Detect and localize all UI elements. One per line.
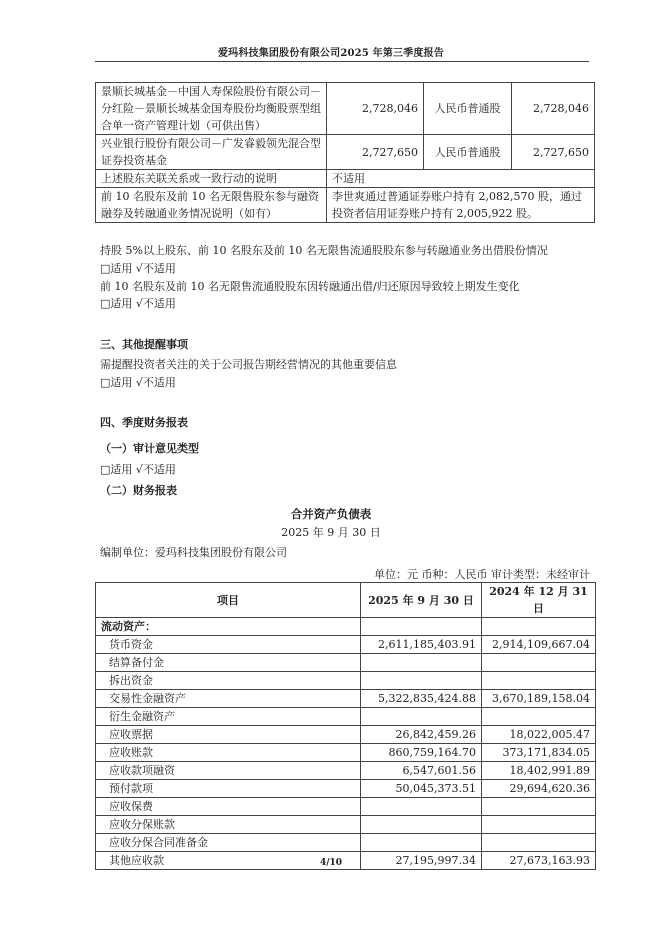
column-header: 项目 [96,583,361,618]
group-label: 流动资产： [96,618,361,636]
statement-date: 2025 年 9 月 30 日 [281,526,381,539]
current-value: 6,547,601.56 [361,762,482,780]
line-item-label: 衍生金融资产 [96,708,361,726]
financial-statements-heading: （二）财务报表 [100,484,177,497]
section3-text: 需提醒投资者关注的关于公司报告期经营情况的其他重要信息 [100,358,397,371]
current-value [361,834,482,852]
table-row [96,816,596,834]
table-row [96,135,595,170]
line-item-label: 其他应收款 [96,852,361,870]
margin-label: 前 10 名股东及前 10 名无限售股东参与融资融券及转融通业务情况说明（如有） [96,188,327,223]
line-item-label: 拆出资金 [96,672,361,690]
table-row [96,708,596,726]
line-item-label: 应收票据 [96,726,361,744]
section3-heading: 三、其他提醒事项 [100,338,188,351]
balance-sheet-table [95,582,596,870]
holder-share-type: 人民币普通股 [424,135,512,170]
table-row [96,170,595,188]
prior-value: 27,673,163.93 [482,852,596,870]
prior-value [482,672,596,690]
shareholder-table [95,82,595,223]
statement-company: 编制单位：爱玛科技集团股份有限公司 [100,546,287,559]
prior-value [482,834,596,852]
column-header: 2024 年 12 月 31 日 [482,583,596,618]
prior-value [482,654,596,672]
table-row [96,636,596,654]
table-row [96,672,596,690]
prior-value: 29,694,620.36 [482,780,596,798]
current-value: 5,322,835,424.88 [361,690,482,708]
section3-checkbox: □适用 √不适用 [100,376,176,389]
current-value: 27,195,997.34 [361,852,482,870]
table-row [96,780,596,798]
current-value: 2,611,185,403.91 [361,636,482,654]
table-row [96,83,595,135]
change-title: 前 10 名股东及前 10 名无限售流通股股东因转融通出借/归还原因导致较上期发生变化 [100,280,520,293]
table-row [96,690,596,708]
table-header-row [96,583,596,618]
table-row [96,188,595,223]
line-item-label: 应收分保账款 [96,816,361,834]
line-item-label: 应收账款 [96,744,361,762]
table-row [96,744,596,762]
current-value [361,798,482,816]
prior-value [482,816,596,834]
header-divider [95,61,589,62]
current-value: 50,045,373.51 [361,780,482,798]
table-row [96,834,596,852]
report-header: 爱玛科技集团股份有限公司2025 年第三季度报告 [217,48,445,59]
holder-name: 景顺长城基金－中国人寿保险股份有限公司－分红险－景顺长城基金国寿股份均衡股票型组合单一资产管理计划（可供出售） [96,83,327,135]
current-value [361,654,482,672]
holder-shares: 2,728,046 [327,83,424,135]
column-header: 2025 年 9 月 30 日 [361,583,482,618]
page-number: 4/10 [319,858,343,868]
current-value [361,708,482,726]
table-row [96,798,596,816]
prior-value: 373,171,834.05 [482,744,596,762]
prior-value: 3,670,189,158.04 [482,690,596,708]
current-value: 26,842,459.26 [361,726,482,744]
related-value: 不适用 [327,170,595,188]
statement-units: 单位：元 币种：人民币 审计类型：未经审计 [374,568,590,581]
holder-name: 兴业银行股份有限公司－广发睿毅领先混合型证券投资基金 [96,135,327,170]
table-row [96,654,596,672]
prior-value: 18,402,991.89 [482,762,596,780]
holder-share-qty: 2,728,046 [512,83,595,135]
lending-checkbox: □适用 √不适用 [100,262,176,275]
prior-value: 18,022,005.47 [482,726,596,744]
prior-value: 2,914,109,667.04 [482,636,596,654]
lending-title: 持股 5%以上股东、前 10 名股东及前 10 名无限售流通股股东参与转融通业务出借股份情况 [100,244,548,257]
current-value: 860,759,164.70 [361,744,482,762]
line-item-label: 应收款项融资 [96,762,361,780]
margin-value: 李世爽通过普通证券账户持有 2,082,570 股，通过投资者信用证券账户持有 2,005,922 股。 [327,188,595,223]
line-item-label: 应收保费 [96,798,361,816]
holder-share-qty: 2,727,650 [512,135,595,170]
line-item-label: 预付款项 [96,780,361,798]
section4-heading: 四、季度财务报表 [100,416,188,429]
prior-value [482,798,596,816]
table-row [96,618,596,636]
related-label: 上述股东关联关系或一致行动的说明 [96,170,327,188]
line-item-label: 应收分保合同准备金 [96,834,361,852]
statement-title: 合并资产负债表 [290,507,372,521]
holder-shares: 2,727,650 [327,135,424,170]
current-value [361,672,482,690]
line-item-label: 货币资金 [96,636,361,654]
change-checkbox: □适用 √不适用 [100,297,176,310]
prior-value [482,708,596,726]
line-item-label: 交易性金融资产 [96,690,361,708]
holder-share-type: 人民币普通股 [424,83,512,135]
table-row [96,726,596,744]
audit-opinion-heading: （一）审计意见类型 [100,442,199,455]
audit-opinion-checkbox: □适用 √不适用 [100,463,176,476]
current-value [361,816,482,834]
line-item-label: 结算备付金 [96,654,361,672]
table-row [96,762,596,780]
